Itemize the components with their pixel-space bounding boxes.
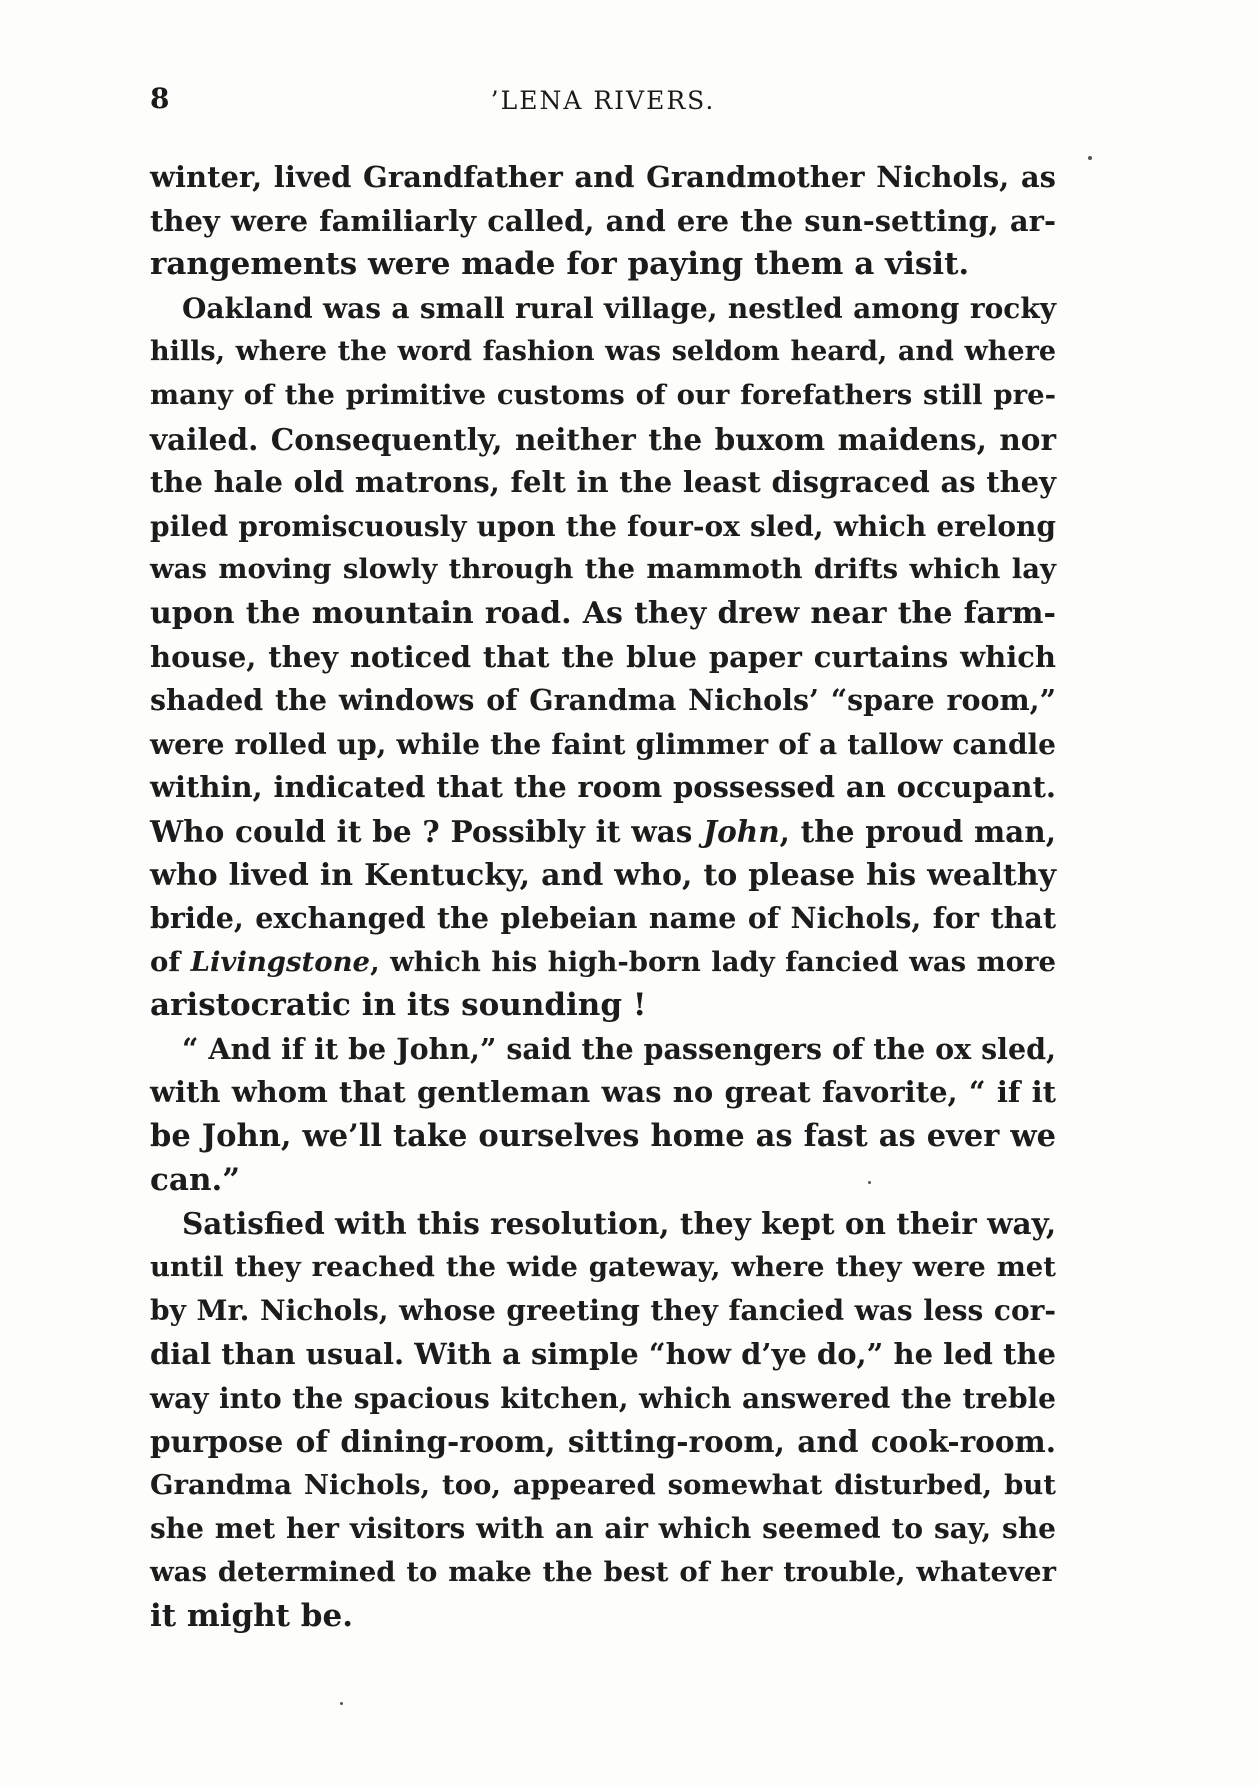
text-line: piled promiscuously upon the four-ox sled, which erelong <box>150 509 1056 543</box>
text-line: Satisfied with this resolution, they kept on their way, <box>182 1206 1057 1242</box>
text-line: purpose of dining-room, sitting-room, and cook-room. <box>150 1424 1056 1460</box>
text-line: winter, lived Grandfather and Grandmother Nichols, as <box>150 160 1056 194</box>
text-line: they were familiarly called, and ere the sun-setting, ar- <box>150 203 1056 238</box>
text-line: by Mr. Nichols, whose greeting they fancied was less cor- <box>150 1294 1056 1328</box>
print-speck <box>1088 156 1092 160</box>
text-line: hills, where the word fashion was seldom heard, and where <box>150 336 1056 368</box>
text-line: Who could it be ? Possibly it was John, the proud man, <box>150 813 1056 849</box>
body-text <box>150 156 1056 1638</box>
text-line: were rolled up, while the faint glimmer of a tallow candle <box>150 727 1056 761</box>
text-line: was moving slowly through the mammoth drifts which lay <box>150 553 1056 586</box>
text-line: many of the primitive customs of our forefathers still pre- <box>150 378 1056 411</box>
italic-name: Livingstone <box>190 945 371 978</box>
text-line: rangements were made for paying them a visit. <box>150 246 970 283</box>
text-line: it might be. <box>150 1597 353 1634</box>
paragraph-2 <box>150 287 1056 1028</box>
text-line: within, indicated that the room possessed an occupant. <box>150 770 1056 805</box>
text-line: house, they noticed that the blue paper curtains which <box>150 639 1056 674</box>
text-line: way into the spacious kitchen, which answered the treble <box>150 1381 1056 1415</box>
text-line: dial than usual. With a simple “how d’ye do,” he led the <box>150 1337 1056 1372</box>
text-line: with whom that gentleman was no great favorite, “ if it <box>150 1075 1056 1110</box>
text-line: bride, exchanged the plebeian name of Nichols, for that <box>150 901 1056 936</box>
text-line: be John, we’ll take ourselves home as fast as ever we <box>150 1118 1056 1155</box>
page-number: 8 <box>150 82 170 115</box>
text-line: the hale old matrons, felt in the least disgraced as they <box>150 465 1056 500</box>
text-line: she met her visitors with an air which seemed to say, she <box>150 1512 1056 1546</box>
text-line: can.” <box>150 1161 241 1198</box>
running-title: ’LENA RIVERS. <box>490 86 716 115</box>
text-line: who lived in Kentucky, and who, to please his wealthy <box>150 857 1056 893</box>
text-line: until they reached the wide gateway, where they were met <box>150 1250 1056 1283</box>
text-line: shaded the windows of Grandma Nichols’ “spare room,” <box>150 683 1056 718</box>
italic-name: John <box>703 813 780 849</box>
text-line: “ And if it be John,” said the passengers of the ox sled, <box>182 1031 1056 1066</box>
text-line: of Livingstone, which his high-born lady fancied was more <box>150 945 1056 978</box>
paragraph-4 <box>150 1202 1056 1638</box>
text-line: aristocratic in its sounding ! <box>150 987 647 1024</box>
text-line: Oakland was a small rural village, nestled among rocky <box>182 291 1056 325</box>
print-speck <box>340 1702 343 1705</box>
paragraph-1 <box>150 156 1056 287</box>
text-line: Grandma Nichols, too, appeared somewhat disturbed, but <box>150 1468 1056 1501</box>
text-line: was determined to make the best of her trouble, whatever <box>150 1556 1056 1588</box>
page-header <box>148 82 1058 122</box>
text-line: vailed. Consequently, neither the buxom maidens, nor <box>150 421 1056 457</box>
paragraph-3 <box>150 1028 1056 1202</box>
text-line: upon the mountain road. As they drew near the farm- <box>150 595 1056 631</box>
